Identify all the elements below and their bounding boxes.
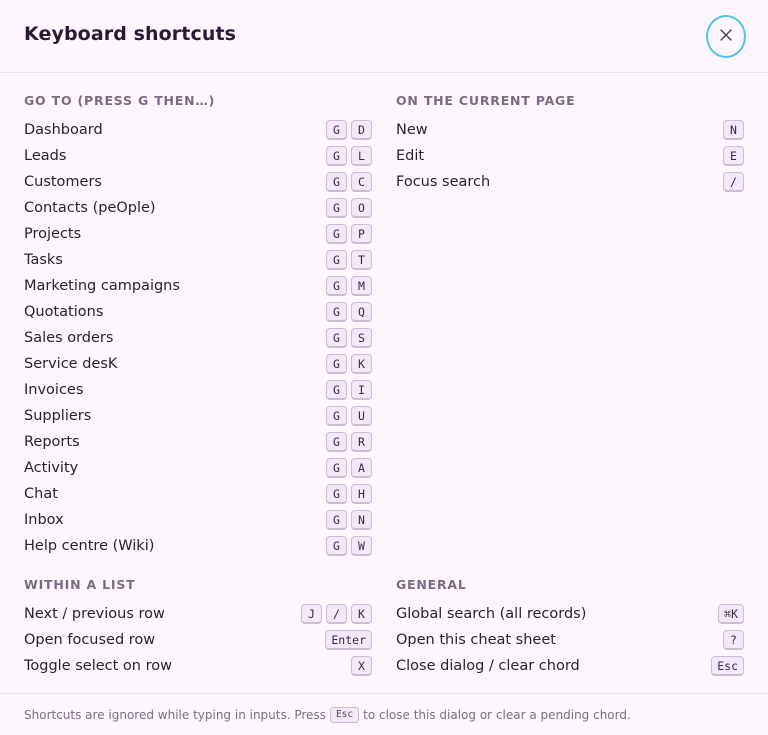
key-cap: G [326, 510, 347, 530]
shortcut-row [24, 117, 372, 143]
key-cap: / [326, 604, 347, 624]
key-cap: G [326, 458, 347, 478]
section-title-within-list: WITHIN A LIST [24, 577, 136, 592]
key-cap: / [723, 172, 744, 192]
shortcut-row [24, 273, 372, 299]
key-cap: G [326, 302, 347, 322]
shortcut-keys [326, 224, 372, 244]
shortcut-row [24, 429, 372, 455]
section-goto [24, 93, 372, 559]
shortcut-keys [326, 172, 372, 192]
shortcut-label: Suppliers [24, 408, 92, 424]
shortcut-keys [325, 630, 372, 650]
key-cap: K [351, 604, 372, 624]
key-cap: X [351, 656, 372, 676]
shortcut-keys [326, 484, 372, 504]
shortcut-keys [326, 536, 372, 556]
shortcut-keys [301, 604, 372, 624]
section-title-goto: GO TO (PRESS G THEN…) [24, 93, 216, 108]
shortcut-label: Next / previous row [24, 606, 165, 622]
shortcut-list-current-page [396, 117, 744, 195]
shortcut-keys [326, 380, 372, 400]
shortcut-row [24, 533, 372, 559]
key-cap: ⌘K [718, 604, 744, 624]
shortcut-keys [326, 250, 372, 270]
section-title-general: GENERAL [396, 577, 467, 592]
shortcut-row [24, 507, 372, 533]
shortcut-keys [326, 198, 372, 218]
shortcut-row [24, 653, 372, 679]
shortcut-label: Customers [24, 174, 102, 190]
shortcut-row [24, 481, 372, 507]
shortcut-row [24, 601, 372, 627]
footer-text-after: to close this dialog or clear a pending chord. [363, 707, 631, 722]
key-cap: G [326, 536, 347, 556]
shortcut-label: Dashboard [24, 122, 103, 138]
section-current-page [396, 93, 744, 195]
key-cap: K [351, 354, 372, 374]
footer-text-before: Shortcuts are ignored while typing in inputs. Press [24, 707, 326, 722]
section-within-list [24, 577, 372, 679]
shortcut-row [24, 169, 372, 195]
shortcut-keys [326, 458, 372, 478]
shortcut-keys [326, 120, 372, 140]
key-cap: E [723, 146, 744, 166]
key-cap: Enter [325, 630, 372, 650]
shortcut-row [24, 195, 372, 221]
shortcut-label: Inbox [24, 512, 64, 528]
shortcut-keys [326, 354, 372, 374]
shortcut-keys [326, 302, 372, 322]
key-cap: J [301, 604, 322, 624]
key-cap: L [351, 146, 372, 166]
key-cap: G [326, 198, 347, 218]
key-cap: N [351, 510, 372, 530]
close-icon [719, 28, 733, 45]
shortcut-row [396, 143, 744, 169]
shortcut-row [24, 627, 372, 653]
key-cap: M [351, 276, 372, 296]
key-cap: P [351, 224, 372, 244]
key-cap: N [723, 120, 744, 140]
shortcut-row [396, 169, 744, 195]
key-cap: G [326, 354, 347, 374]
shortcut-row [396, 653, 744, 679]
dialog-header [0, 0, 768, 73]
key-cap: O [351, 198, 372, 218]
key-cap: G [326, 250, 347, 270]
shortcut-label: Contacts (peOple) [24, 200, 156, 216]
key-cap: G [326, 224, 347, 244]
shortcut-row [24, 377, 372, 403]
key-cap: G [326, 432, 347, 452]
key-cap: G [326, 120, 347, 140]
shortcut-label: Open focused row [24, 632, 156, 648]
shortcut-keys [711, 656, 744, 676]
section-general [396, 577, 744, 679]
key-cap: H [351, 484, 372, 504]
shortcut-keys [326, 328, 372, 348]
shortcut-label: Close dialog / clear chord [396, 658, 580, 674]
shortcut-label: Open this cheat sheet [396, 632, 556, 648]
shortcut-row [24, 403, 372, 429]
shortcut-keys [326, 146, 372, 166]
shortcut-label: Service desK [24, 356, 118, 372]
key-cap: G [326, 380, 347, 400]
key-cap: G [326, 172, 347, 192]
shortcut-keys [351, 656, 372, 676]
shortcut-label: Reports [24, 434, 80, 450]
shortcut-label: Activity [24, 460, 79, 476]
key-cap: ? [723, 630, 744, 650]
key-cap: T [351, 250, 372, 270]
shortcut-keys [723, 120, 744, 140]
key-cap: Q [351, 302, 372, 322]
shortcut-label: Focus search [396, 174, 491, 190]
shortcut-row [396, 627, 744, 653]
shortcut-keys [718, 604, 744, 624]
shortcut-label: Invoices [24, 382, 84, 398]
key-cap: U [351, 406, 372, 426]
footer-esc-key: Esc [330, 707, 359, 723]
shortcut-list-within-list [24, 601, 372, 679]
shortcut-keys [723, 172, 744, 192]
shortcut-row [24, 221, 372, 247]
shortcut-row [24, 351, 372, 377]
close-button[interactable] [706, 15, 746, 58]
key-cap: R [351, 432, 372, 452]
key-cap: G [326, 484, 347, 504]
key-cap: I [351, 380, 372, 400]
shortcut-label: Global search (all records) [396, 606, 587, 622]
shortcut-row [24, 143, 372, 169]
shortcut-label: Edit [396, 148, 425, 164]
dialog-footer [0, 693, 768, 735]
key-cap: S [351, 328, 372, 348]
shortcut-label: Leads [24, 148, 67, 164]
shortcut-label: Marketing campaigns [24, 278, 180, 294]
key-cap: G [326, 328, 347, 348]
section-title-current-page: ON THE CURRENT PAGE [396, 93, 576, 108]
shortcut-row [24, 247, 372, 273]
shortcut-label: Toggle select on row [24, 658, 172, 674]
shortcut-label: Chat [24, 486, 58, 502]
shortcut-row [24, 325, 372, 351]
shortcut-keys [326, 432, 372, 452]
shortcut-row [396, 117, 744, 143]
shortcut-keys [326, 406, 372, 426]
dialog-title: Keyboard shortcuts [24, 23, 237, 45]
key-cap: G [326, 406, 347, 426]
shortcut-list-goto [24, 117, 372, 559]
key-cap: A [351, 458, 372, 478]
shortcut-keys [326, 276, 372, 296]
shortcut-keys [723, 630, 744, 650]
shortcut-row [24, 455, 372, 481]
shortcut-row [24, 299, 372, 325]
shortcut-label: Help centre (Wiki) [24, 538, 155, 554]
key-cap: Esc [711, 656, 744, 676]
shortcut-label: Projects [24, 226, 82, 242]
key-cap: G [326, 276, 347, 296]
shortcut-row [396, 601, 744, 627]
key-cap: D [351, 120, 372, 140]
shortcut-list-general [396, 601, 744, 679]
shortcut-label: Sales orders [24, 330, 114, 346]
shortcut-keys [723, 146, 744, 166]
shortcut-keys [326, 510, 372, 530]
shortcut-label: New [396, 122, 428, 138]
key-cap: W [351, 536, 372, 556]
shortcut-label: Quotations [24, 304, 104, 320]
key-cap: G [326, 146, 347, 166]
key-cap: C [351, 172, 372, 192]
shortcut-label: Tasks [24, 252, 63, 268]
